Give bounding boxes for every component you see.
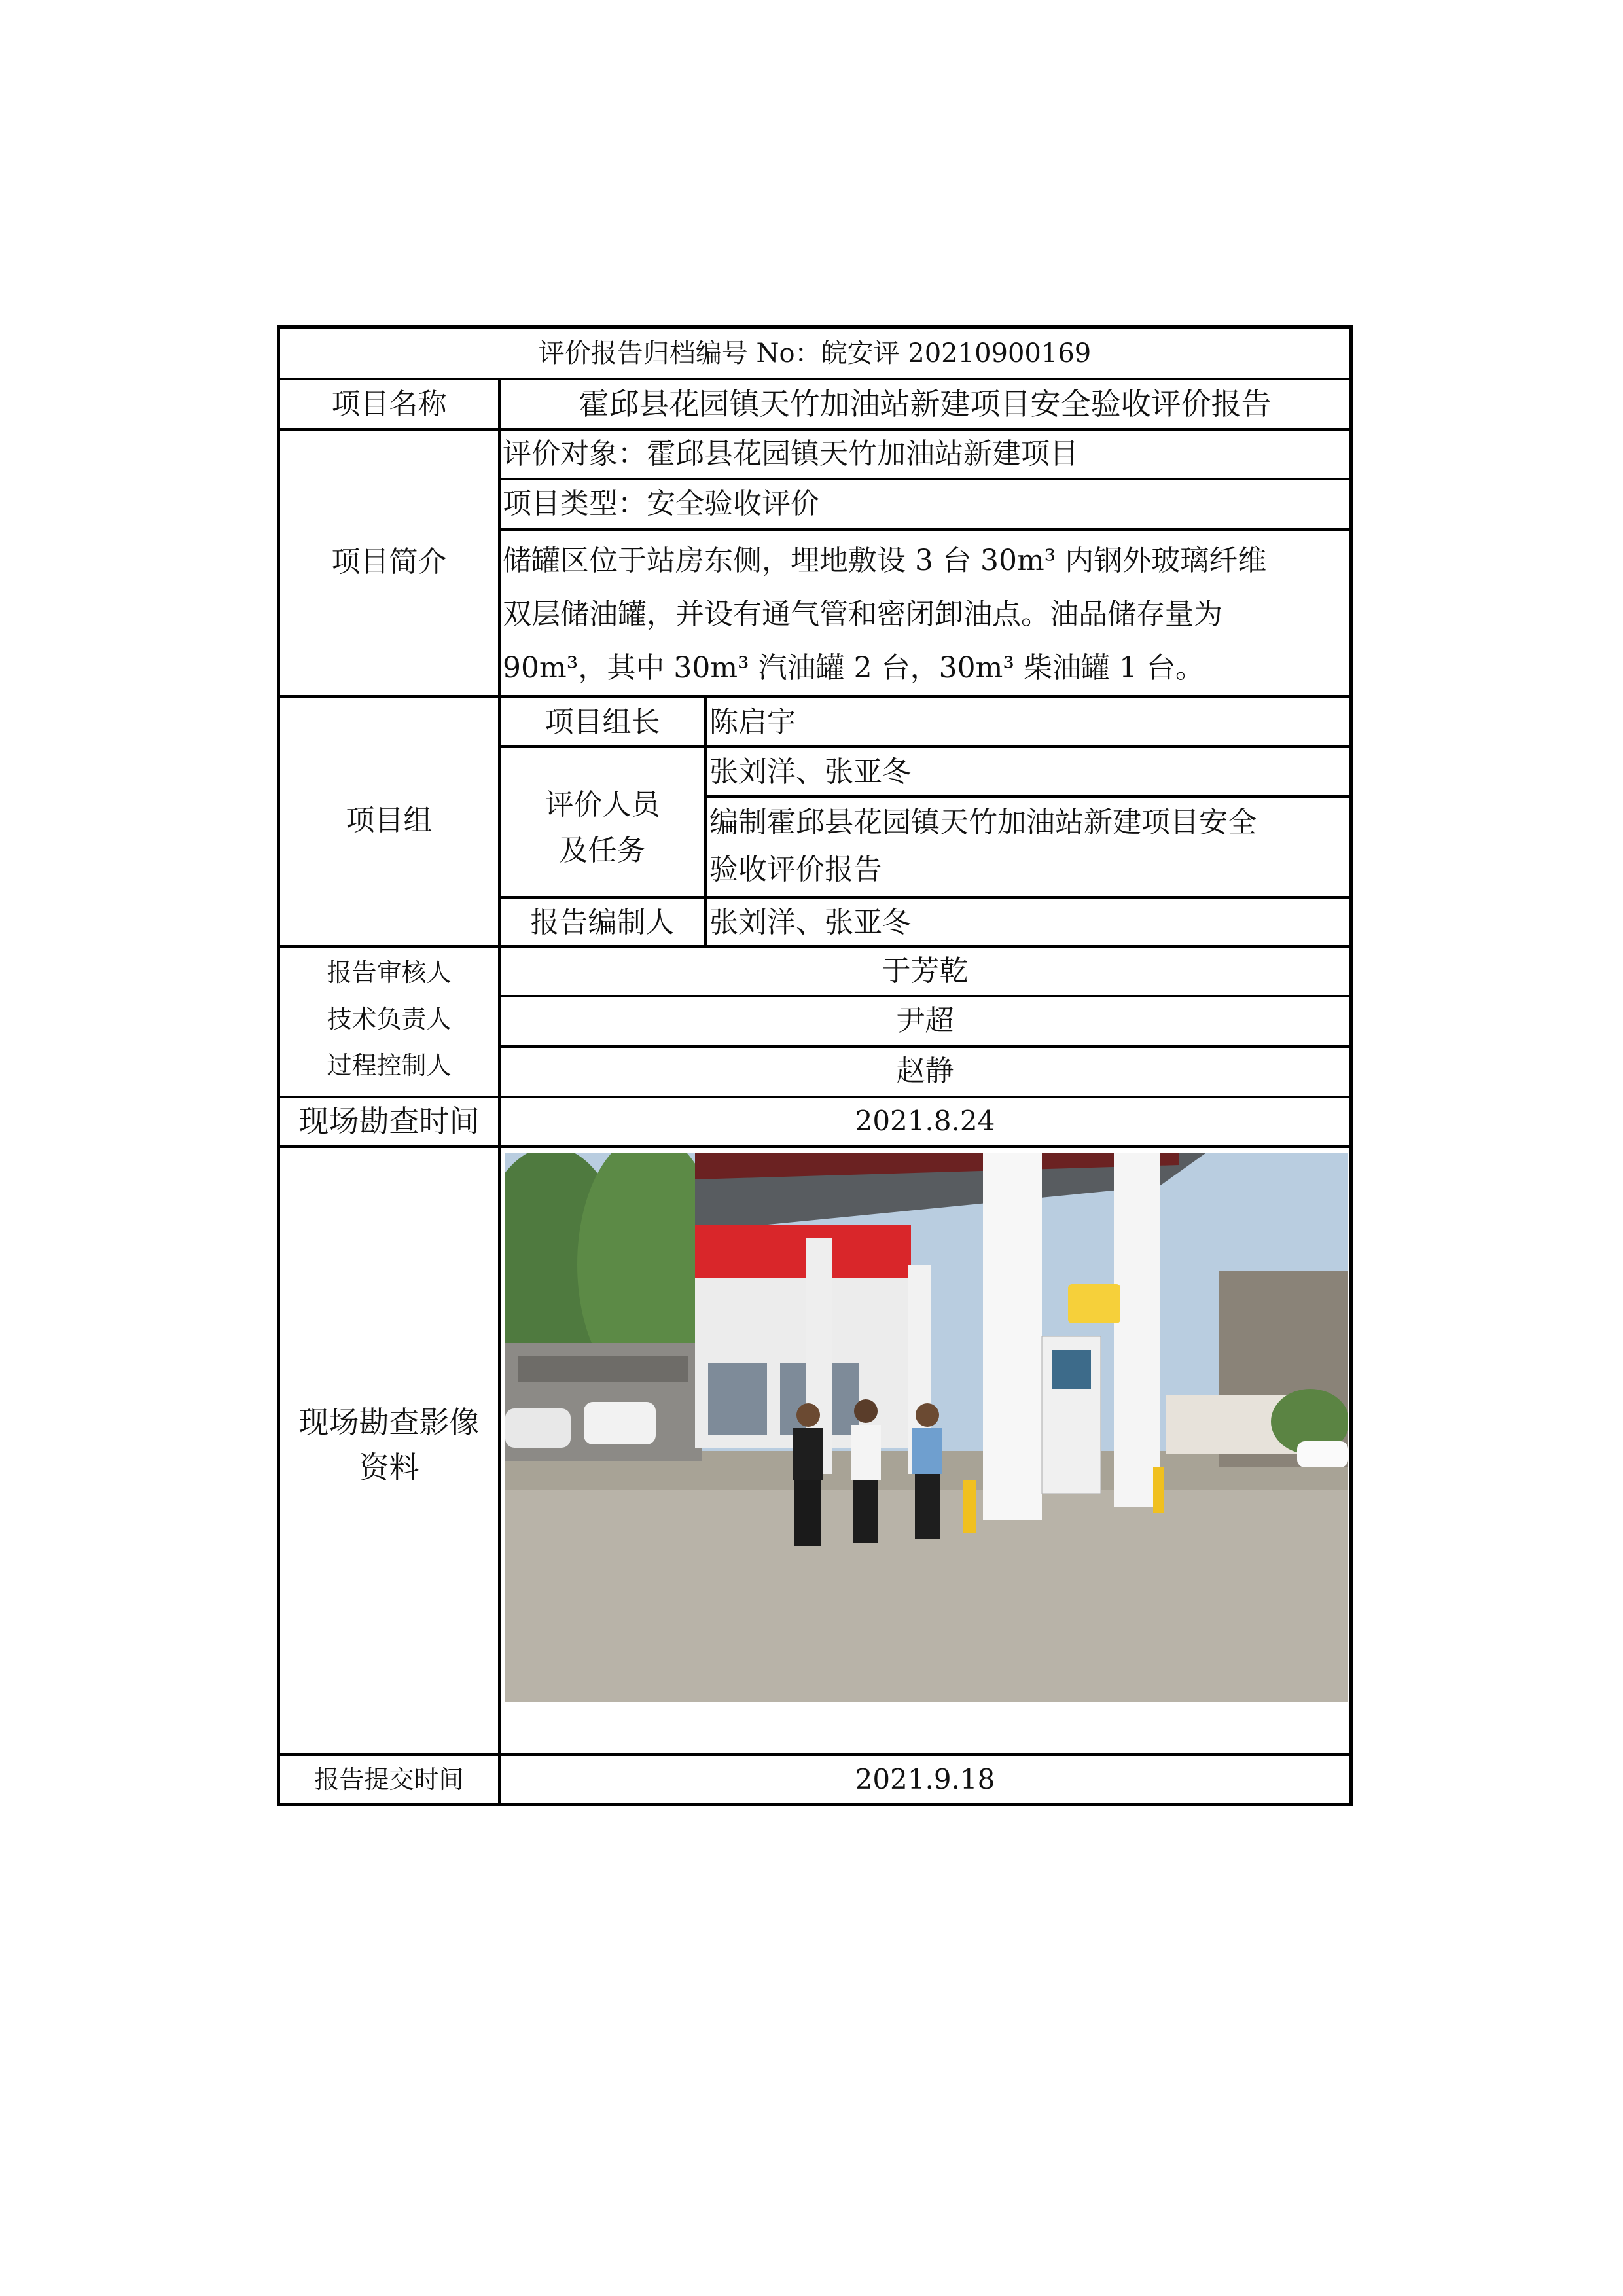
evaluators-label: 评价人员 <box>544 788 660 821</box>
project-type: 项目类型：安全验收评价 <box>503 487 819 520</box>
evaluation-object: 评价对象：霍邱县花园镇天竹加油站新建项目 <box>503 437 1079 471</box>
row-divider <box>500 1045 1349 1048</box>
row-divider <box>500 528 1349 531</box>
intro-label: 项目简介 <box>331 545 447 579</box>
row-divider <box>280 1096 1349 1098</box>
row-divider <box>707 795 1349 798</box>
row-divider <box>280 695 1349 698</box>
team-label: 项目组 <box>346 804 433 837</box>
row-divider <box>280 1753 1349 1756</box>
writer-value: 张刘洋、张亚冬 <box>709 906 911 939</box>
evaluators-value: 张刘洋、张亚冬 <box>709 755 911 789</box>
survey-time-label: 现场勘查时间 <box>298 1103 480 1139</box>
row-divider <box>280 945 1349 948</box>
row-divider <box>280 1145 1349 1148</box>
tech-lead-value: 尹超 <box>896 1004 954 1037</box>
project-name-label: 项目名称 <box>331 387 447 421</box>
survey-time-value: 2021.8.24 <box>855 1105 995 1137</box>
col-divider <box>704 695 707 945</box>
task-line: 验收评价报告 <box>709 853 882 886</box>
col-divider <box>498 378 501 1803</box>
row-divider <box>280 428 1349 431</box>
row-divider <box>500 478 1349 480</box>
intro-desc-line: 储罐区位于站房东侧，埋地敷设 3 台 30m³ 内钢外玻璃纤维 <box>503 544 1267 577</box>
process-control-label: 过程控制人 <box>327 1051 452 1080</box>
writer-label: 报告编制人 <box>530 906 675 939</box>
project-name-value: 霍邱县花园镇天竹加油站新建项目安全验收评价报告 <box>579 386 1272 422</box>
process-control-value: 赵静 <box>896 1054 954 1088</box>
submit-time-value: 2021.9.18 <box>855 1763 995 1795</box>
row-divider <box>500 896 1349 899</box>
reviewer-value: 于芳乾 <box>882 954 969 988</box>
survey-photo <box>505 1153 1348 1702</box>
reviewer-label: 报告审核人 <box>327 958 452 987</box>
survey-photo-label: 资料 <box>359 1450 419 1485</box>
row-divider <box>500 745 1349 748</box>
survey-photo-label: 现场勘查影像 <box>298 1405 480 1440</box>
archive-number: 评价报告归档编号 No：皖安评 20210900169 <box>538 338 1092 368</box>
leader-value: 陈启宇 <box>709 706 796 739</box>
row-divider <box>500 995 1349 997</box>
task-line: 编制霍邱县花园镇天竹加油站新建项目安全 <box>709 806 1257 839</box>
row-divider <box>280 378 1349 380</box>
evaluators-label: 及任务 <box>559 834 646 867</box>
leader-label: 项目组长 <box>544 706 660 739</box>
tech-lead-label: 技术负责人 <box>327 1005 452 1033</box>
submit-time-label: 报告提交时间 <box>314 1765 464 1794</box>
intro-desc-line: 90m³，其中 30m³ 汽油罐 2 台，30m³ 柴油罐 1 台。 <box>503 651 1204 685</box>
intro-desc-line: 双层储油罐，并设有通气管和密闭卸油点。油品储存量为 <box>503 598 1222 631</box>
report-cover-table <box>277 325 1353 1806</box>
